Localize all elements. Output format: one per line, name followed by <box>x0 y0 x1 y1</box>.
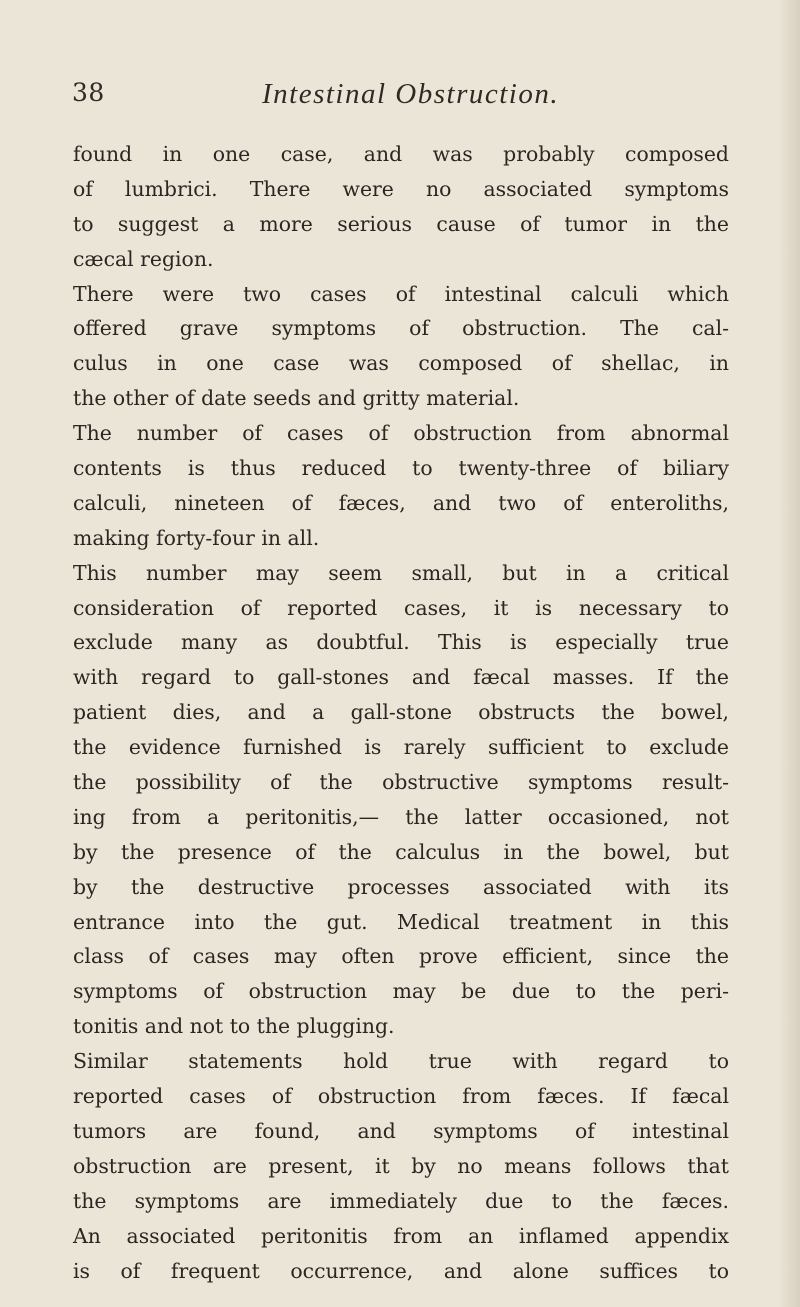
text-line: making forty-four in all. <box>73 525 320 550</box>
text-line: tumors are found, and symptoms of intestinal <box>73 1118 729 1143</box>
text-line: The number of cases of obstruction from abnormal <box>73 421 729 446</box>
text-line: culus in one case was composed of shellac, in <box>73 351 729 376</box>
text-line: calculi, nineteen of fæces, and two of enteroliths, <box>73 490 729 515</box>
text-line: the evidence furnished is rarely sufficient to exclude <box>73 735 729 760</box>
text-line: entrance into the gut. Medical treatment in this <box>73 909 729 934</box>
text-line: obstruction are present, it by no means follows that <box>73 1153 729 1178</box>
text-line: by the destructive processes associated with its <box>73 874 729 899</box>
page-header <box>0 78 800 118</box>
text-line: Similar statements hold true with regard to <box>73 1049 729 1074</box>
text-line: found in one case, and was probably composed <box>73 142 729 166</box>
text-line: offered grave symptoms of obstruction. The cal- <box>73 316 729 341</box>
text-line: exclude many as doubtful. This is especially true <box>73 630 729 655</box>
text-line: with regard to gall-stones and fæcal masses. If the <box>73 665 729 690</box>
text-line: the symptoms are immediately due to the fæces. <box>73 1188 729 1213</box>
text-line: by the presence of the calculus in the bowel, but <box>73 839 729 864</box>
text-line: to suggest a more serious cause of tumor in the <box>73 211 729 236</box>
text-line: class of cases may often prove efficient, since the <box>73 944 729 969</box>
text-line: the other of date seeds and gritty material. <box>73 386 520 411</box>
text-line: consideration of reported cases, it is necessary to <box>73 595 729 620</box>
text-line: ing from a peritonitis,— the latter occasioned, not <box>73 804 729 829</box>
text-line: contents is thus reduced to twenty-three of biliary <box>73 456 729 481</box>
body-text <box>73 137 729 1288</box>
page-edge-shadow <box>778 0 800 1307</box>
text-line: is of frequent occurrence, and alone suffices to <box>73 1258 729 1283</box>
page-number: 38 <box>72 78 105 107</box>
text-line: the possibility of the obstructive symptoms result- <box>73 770 729 795</box>
text-line: reported cases of obstruction from fæces. If fæcal <box>73 1084 729 1109</box>
text-line: tonitis and not to the plugging. <box>73 1014 395 1039</box>
text-line: symptoms of obstruction may be due to the peri- <box>73 979 729 1004</box>
text-line: An associated peritonitis from an inflamed appendix <box>73 1223 729 1248</box>
text-line: cæcal region. <box>73 246 214 271</box>
text-line: This number may seem small, but in a critical <box>73 560 729 585</box>
text-line: There were two cases of intestinal calculi which <box>73 281 729 306</box>
text-line: patient dies, and a gall-stone obstructs the bowel, <box>73 700 729 725</box>
text-line: of lumbrici. There were no associated symptoms <box>73 176 729 201</box>
running-title: Intestinal Obstruction. <box>262 78 560 110</box>
